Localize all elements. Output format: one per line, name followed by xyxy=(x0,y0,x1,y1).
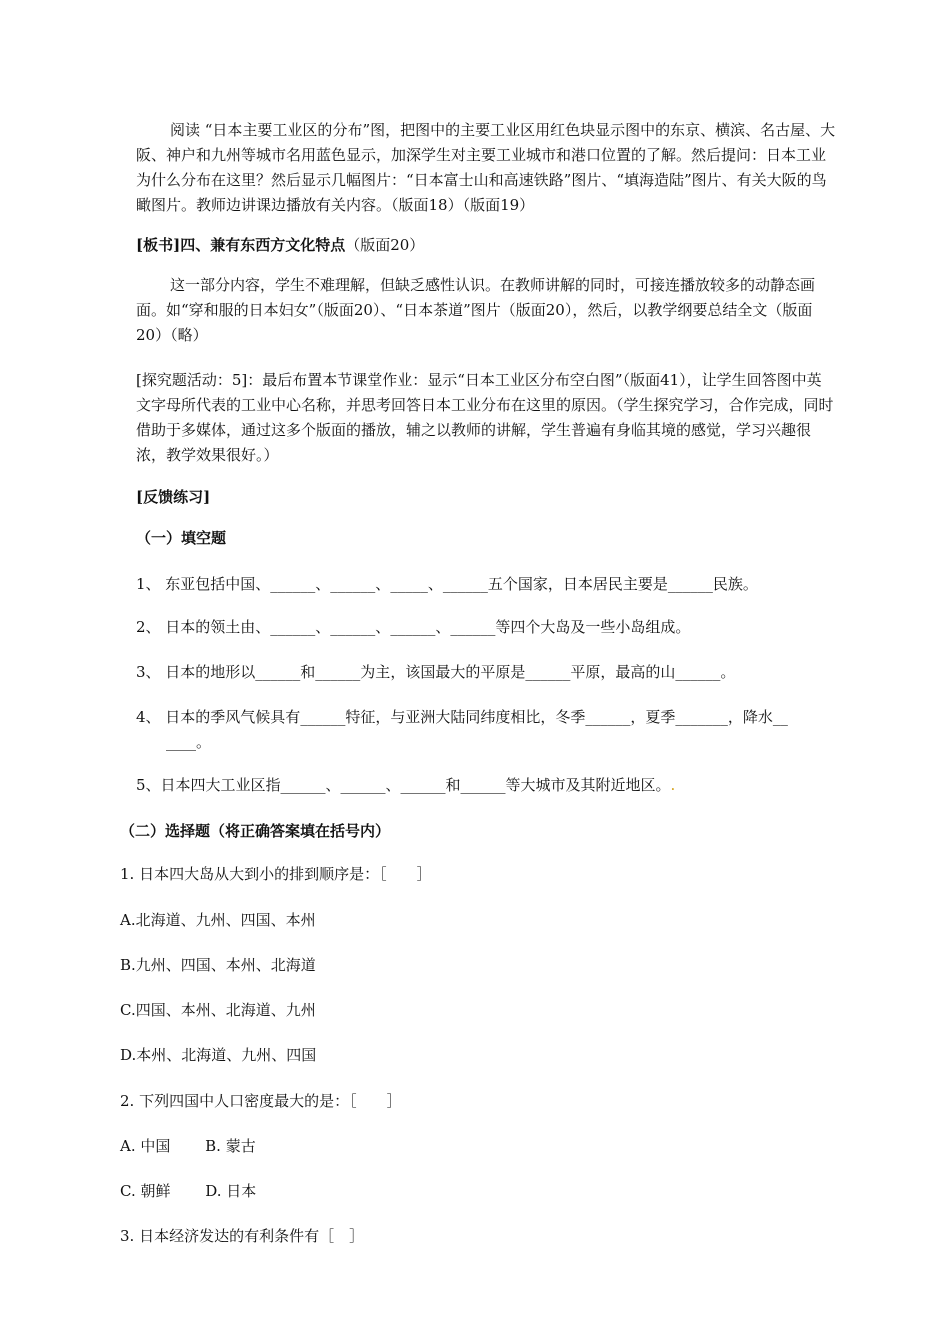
choice-1-option-a: A.北海道、九州、四国、本州 xyxy=(120,911,316,929)
paragraph-reading-activity: 阅读 “日本主要工业区的分布”图，把图中的主要工业区用红色块显示图中的东京、横滨、名古屋、大阪、神户和九州等城市名用蓝色显示，加深学生对主要工业城市和港口位置的了解。然后提问：日本工业为什么分布在这里？然后显示几幅图片：“日本富士山和高速铁路”图片、“填海造陆”图片、有关大阪的鸟瞰图片。教师边讲课边播放有关内容。（版面18）（版面19） xyxy=(136,121,836,214)
fill-question-4-continued: ____。 xyxy=(166,733,212,751)
choice-question-3: 3. 日本经济发达的有利条件有［ ］ xyxy=(120,1227,365,1245)
fill-question-5-text: 5、日本四大工业区指______、______、______和______等大城市及其附近地区。 xyxy=(136,776,671,794)
choice-2-options-ab: A. 中国 B. 蒙古 xyxy=(120,1137,256,1155)
fill-question-1: 1、 东亚包括中国、______、______、_____、______五个国家，日本居民主要是______民族。 xyxy=(136,575,758,593)
fill-question-4: 4、 日本的季风气候具有______特征，与亚洲大陆同纬度相比，冬季______，夏季_______，降水__ xyxy=(136,708,788,726)
fill-blank-heading: （一）填空题 xyxy=(136,529,227,547)
choice-1-option-c: C.四国、本州、北海道、九州 xyxy=(120,1001,316,1019)
choice-1-option-b: B.九州、四国、本州、北海道 xyxy=(120,956,316,974)
fill-question-2: 2、 日本的领土由、______、______、______、______等四个大岛及一些小岛组成。 xyxy=(136,618,691,636)
choice-2-options-cd: C. 朝鲜 D. 日本 xyxy=(120,1182,257,1200)
board-heading-panel: （版面20） xyxy=(345,236,425,254)
fill-question-5 xyxy=(136,774,675,795)
choice-question-2: 2. 下列四国中人口密度最大的是：［ ］ xyxy=(120,1092,402,1110)
highlight-mark: . xyxy=(670,776,676,794)
choice-heading: （二）选择题（将正确答案填在括号内） xyxy=(120,822,391,840)
paragraph-inquiry-activity: [探究题活动：5]：最后布置本节课堂作业：显示“日本工业区分布空白图”（版面41），让学生回答图中英文字母所代表的工业中心名称，并思考回答日本工业分布在这里的原因。（学生探究学习，合作完成，同时借助于多媒体，通过这多个版面的播放，辅之以教师的讲解，学生普遍有身临其境的感觉，学习兴趣很浓，教学效果很好。） xyxy=(136,371,834,464)
paragraph-culture: 这一部分内容，学生不难理解，但缺乏感性认识。在教师讲解的同时，可接连播放较多的动静态画面。如“穿和服的日本妇女”（版面20）、“日本茶道”图片（版面20），然后，以教学纲要总结全文（版面20）（略） xyxy=(136,276,816,344)
feedback-heading: [反馈练习] xyxy=(136,488,211,506)
choice-question-1: 1. 日本四大岛从大到小的排到顺序是：［ ］ xyxy=(120,865,432,883)
choice-1-option-d: D.本州、北海道、九州、四国 xyxy=(120,1046,317,1064)
fill-question-3: 3、 日本的地形以______和______为主，该国最大的平原是______平原，最高的山______。 xyxy=(136,663,736,681)
board-heading-bold: [板书]四、兼有东西方文化特点 xyxy=(136,236,346,254)
board-heading xyxy=(136,234,424,255)
